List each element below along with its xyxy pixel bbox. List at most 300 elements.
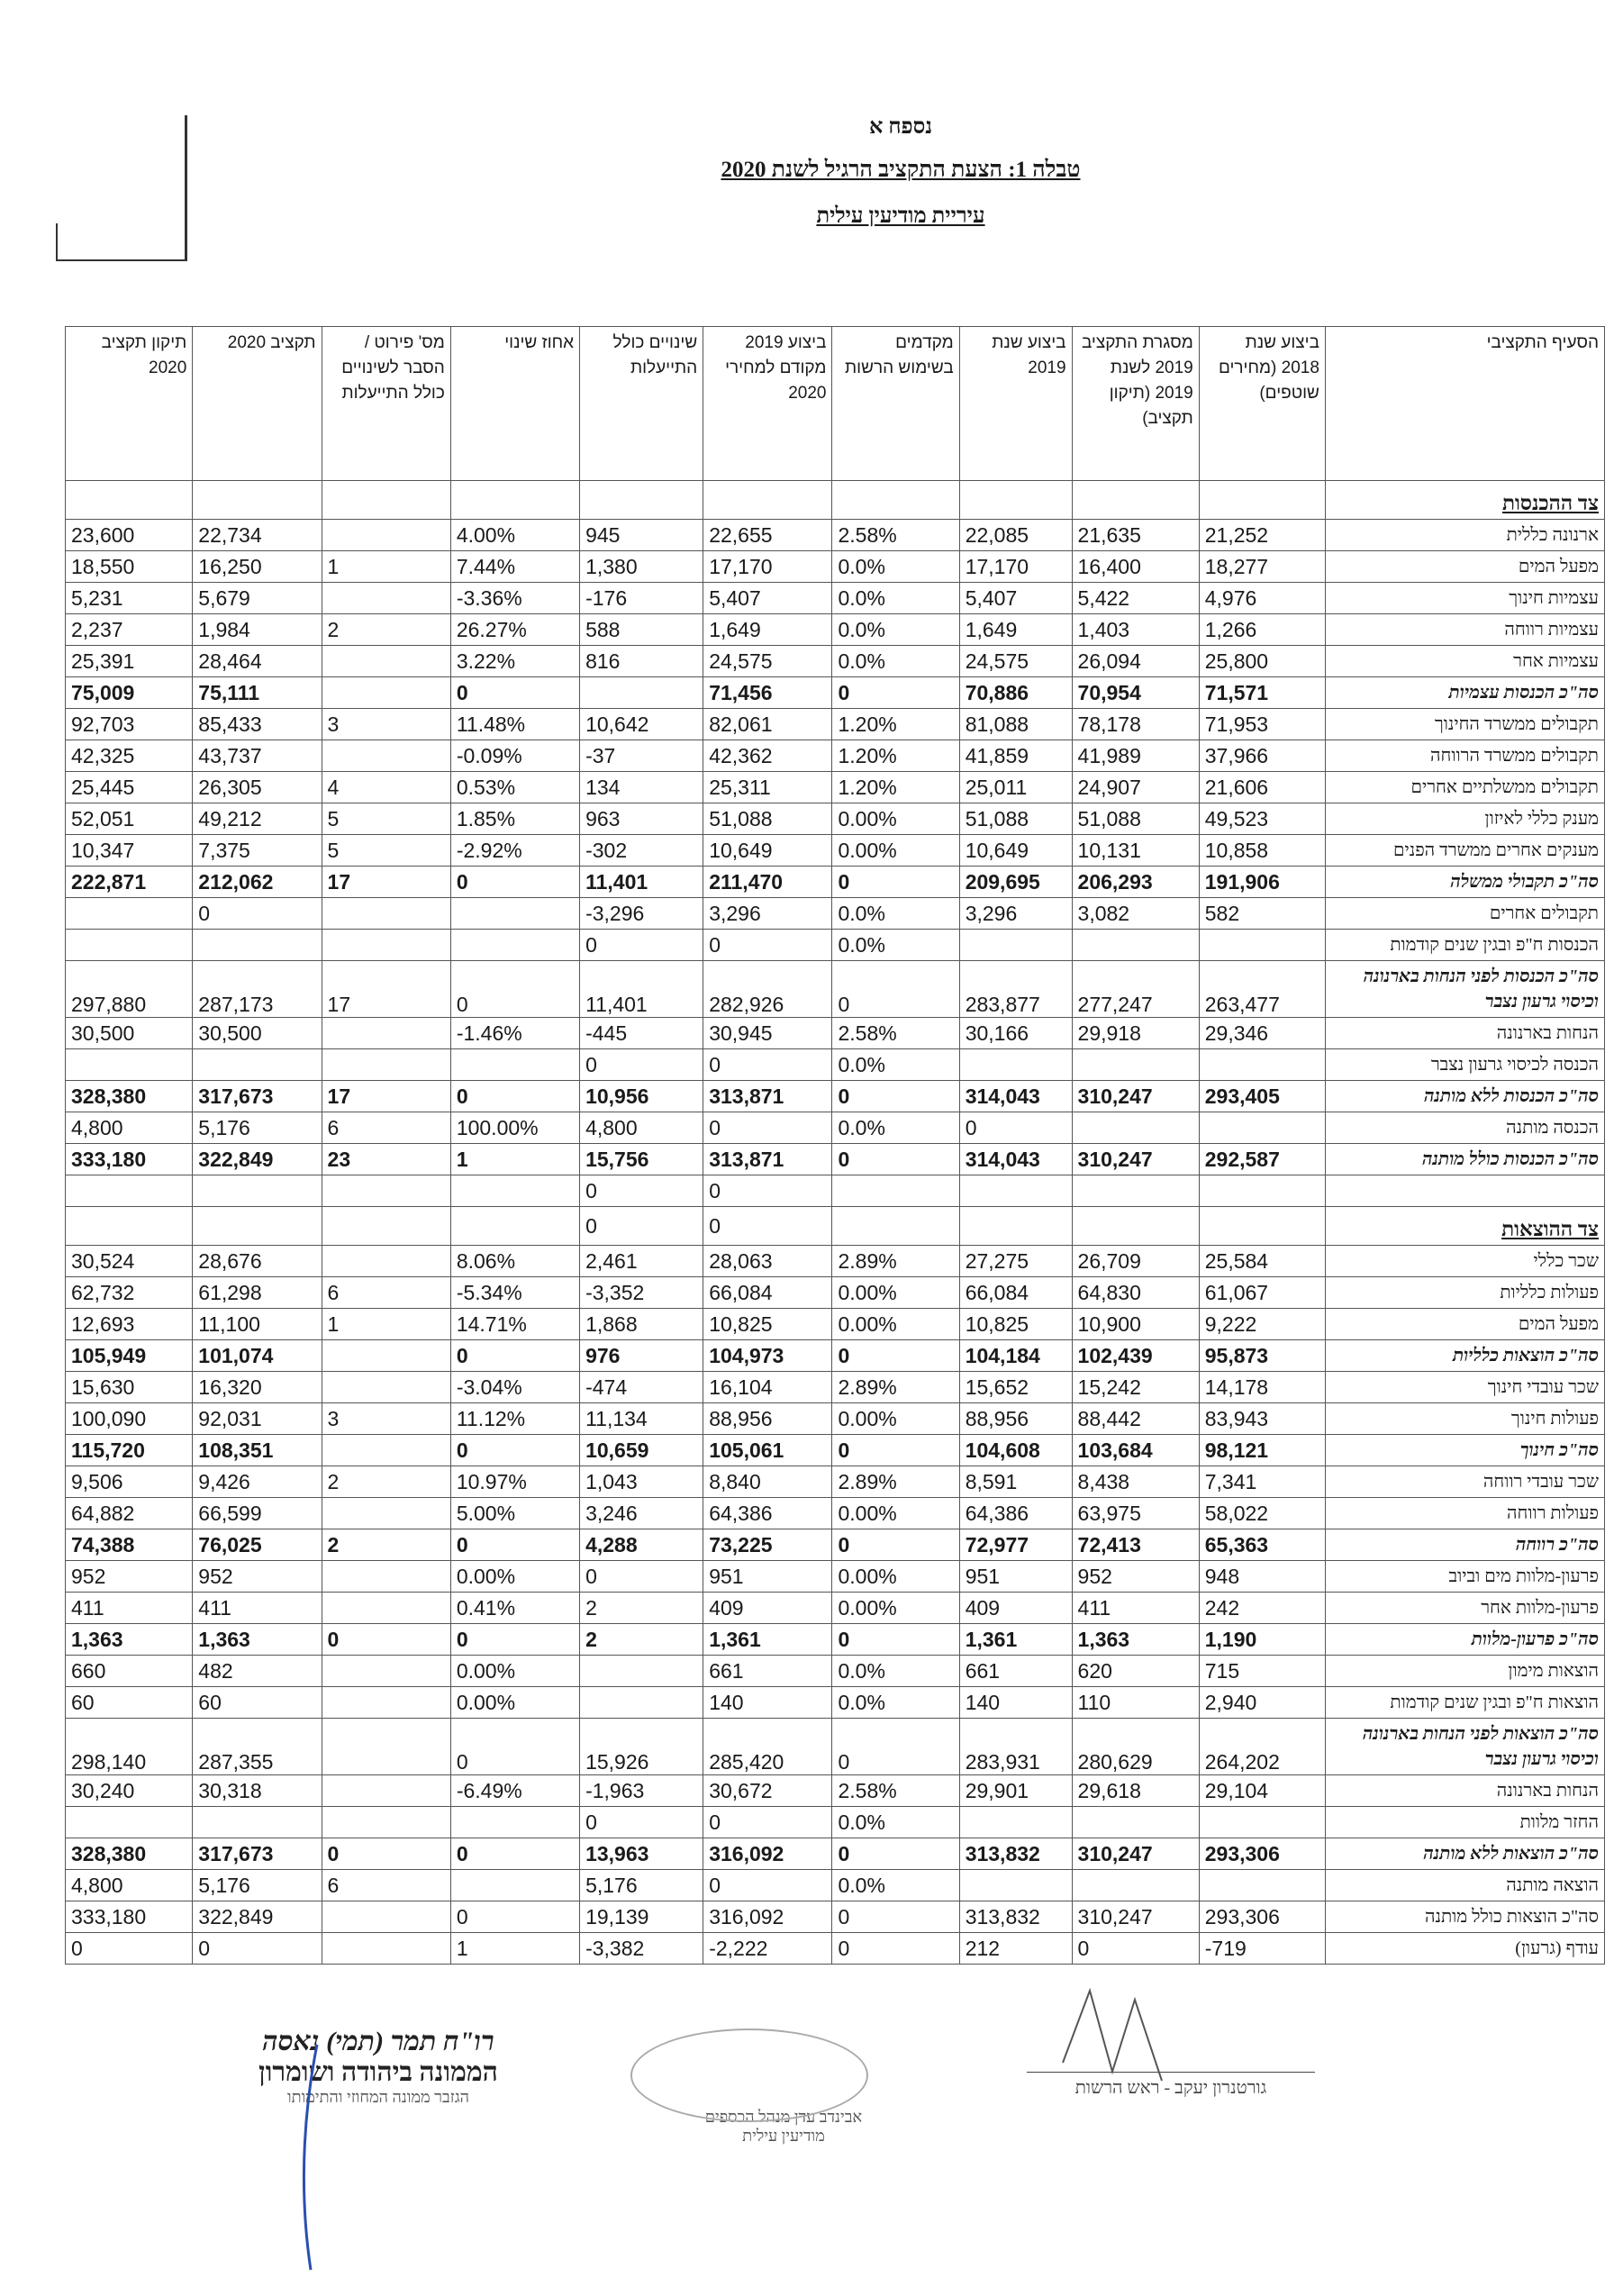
cell-value: 5,176 <box>580 1870 703 1901</box>
section-row <box>66 1207 1605 1246</box>
cell-value <box>322 898 450 930</box>
cell-value: 105,949 <box>66 1340 193 1372</box>
cell-value: 16,400 <box>1072 551 1199 583</box>
stamp-oval <box>630 2028 868 2122</box>
cell-value: 0.00% <box>832 1403 959 1435</box>
section-row <box>66 481 1605 520</box>
table-row <box>66 1277 1605 1309</box>
cell-value: -3,296 <box>580 898 703 930</box>
cell-value: 0 <box>450 677 579 709</box>
cell-value: 88,956 <box>959 1403 1072 1435</box>
cell-value: 49,523 <box>1199 803 1325 835</box>
cell-value: 26.27% <box>450 614 579 646</box>
cell-value: 333,180 <box>66 1144 193 1175</box>
cell-value: 28,676 <box>193 1246 322 1277</box>
cell-value <box>580 1687 703 1719</box>
cell-value: 292,587 <box>1199 1144 1325 1175</box>
cell-value: 328,380 <box>66 1081 193 1112</box>
cell-value: 42,325 <box>66 740 193 772</box>
cell-value: 30,672 <box>703 1775 832 1807</box>
table-row <box>66 551 1605 583</box>
cell-value <box>322 1175 450 1207</box>
cell-value: 22,655 <box>703 520 832 551</box>
cell-value: 101,074 <box>193 1340 322 1372</box>
row-label: פעולות כלליות <box>1325 1277 1604 1309</box>
table-row <box>66 520 1605 551</box>
cell-value <box>1072 1870 1199 1901</box>
row-label: סה"כ הכנסות לפני הנחות בארנונה וכיסוי גרעון נצבר <box>1325 961 1604 1018</box>
cell-value: 1 <box>450 1144 579 1175</box>
cell-value: 1 <box>450 1933 579 1965</box>
total-row <box>66 1529 1605 1561</box>
cell-value: 409 <box>703 1593 832 1624</box>
cell-value: 661 <box>959 1656 1072 1687</box>
cell-value: 310,247 <box>1072 1144 1199 1175</box>
cell-value: -6.49% <box>450 1775 579 1807</box>
cell-value: 17 <box>322 1081 450 1112</box>
cell-value: 7,375 <box>193 835 322 867</box>
cell-value: 0.00% <box>450 1561 579 1593</box>
cell-value: 88,956 <box>703 1403 832 1435</box>
cell-value: 285,420 <box>703 1719 832 1775</box>
cell-value: 23 <box>322 1144 450 1175</box>
cell-value <box>703 481 832 520</box>
cell-value: 0 <box>832 961 959 1018</box>
cell-value: 25,445 <box>66 772 193 803</box>
cell-value: 64,830 <box>1072 1277 1199 1309</box>
cell-value: 72,977 <box>959 1529 1072 1561</box>
cell-value: 29,918 <box>1072 1018 1199 1049</box>
cell-value <box>322 583 450 614</box>
cell-value <box>322 1372 450 1403</box>
cell-value: 5,422 <box>1072 583 1199 614</box>
cell-value: 14.71% <box>450 1309 579 1340</box>
cell-value: 0.41% <box>450 1593 579 1624</box>
cell-value: 29,901 <box>959 1775 1072 1807</box>
cell-value: 25,584 <box>1199 1246 1325 1277</box>
cell-value <box>193 1807 322 1838</box>
cell-value: 11,401 <box>580 961 703 1018</box>
cell-value: 10,825 <box>959 1309 1072 1340</box>
table-row <box>66 1870 1605 1901</box>
cell-value: 18,277 <box>1199 551 1325 583</box>
cell-value <box>193 1049 322 1081</box>
row-label: צד ההכנסות <box>1325 481 1604 520</box>
cell-value: 0 <box>580 930 703 961</box>
cell-value: 0.0% <box>832 1112 959 1144</box>
cell-value: 322,849 <box>193 1901 322 1933</box>
cell-value: 212 <box>959 1933 1072 1965</box>
cell-value: 0 <box>832 1901 959 1933</box>
cell-value <box>1199 1807 1325 1838</box>
cell-value: 816 <box>580 646 703 677</box>
cell-value <box>959 481 1072 520</box>
column-header-7: אחוז שינוי <box>450 327 579 481</box>
cell-value: 952 <box>1072 1561 1199 1593</box>
cell-value: 70,954 <box>1072 677 1199 709</box>
cell-value: 10,649 <box>959 835 1072 867</box>
cell-value: 0 <box>193 898 322 930</box>
cell-value: 263,477 <box>1199 961 1325 1018</box>
table-row <box>66 1403 1605 1435</box>
cell-value: 73,225 <box>703 1529 832 1561</box>
cell-value: 15,652 <box>959 1372 1072 1403</box>
cell-value <box>322 1435 450 1466</box>
cell-value: 660 <box>66 1656 193 1687</box>
cell-value <box>66 930 193 961</box>
cell-value: 62,732 <box>66 1277 193 1309</box>
cell-value <box>322 1207 450 1246</box>
row-label: החזר מלוות <box>1325 1807 1604 1838</box>
cell-value: 10,659 <box>580 1435 703 1466</box>
cell-value: 22,085 <box>959 520 1072 551</box>
cell-value: 715 <box>1199 1656 1325 1687</box>
cell-value: 280,629 <box>1072 1719 1199 1775</box>
cell-value <box>322 930 450 961</box>
cell-value: 5,231 <box>66 583 193 614</box>
cell-value: -5.34% <box>450 1277 579 1309</box>
cell-value: 0.0% <box>832 1870 959 1901</box>
cell-value: 108,351 <box>193 1435 322 1466</box>
total-row <box>66 1340 1605 1372</box>
cell-value: 88,442 <box>1072 1403 1199 1435</box>
cell-value: 4,800 <box>580 1112 703 1144</box>
cell-value: -3,382 <box>580 1933 703 1965</box>
cell-value <box>322 481 450 520</box>
cell-value <box>322 1049 450 1081</box>
cell-value <box>1199 1207 1325 1246</box>
cell-value: 310,247 <box>1072 1901 1199 1933</box>
row-label: סה"כ הכנסות כולל מותנה <box>1325 1144 1604 1175</box>
cell-value: 0 <box>703 1112 832 1144</box>
cell-value: 0 <box>703 1207 832 1246</box>
cell-value <box>322 1807 450 1838</box>
cell-value: 58,022 <box>1199 1498 1325 1529</box>
cell-value: 209,695 <box>959 867 1072 898</box>
table-title: טבלה 1: הצעת התקציב הרגיל לשנת 2020 <box>721 158 1081 182</box>
cell-value: 1.20% <box>832 709 959 740</box>
cell-value: 95,873 <box>1199 1340 1325 1372</box>
row-label: ארנונה כללית <box>1325 520 1604 551</box>
cell-value: 287,173 <box>193 961 322 1018</box>
cell-value: 3,296 <box>959 898 1072 930</box>
row-label: סה"כ פרעון-מלוות <box>1325 1624 1604 1656</box>
cell-value <box>66 898 193 930</box>
cell-value: 29,346 <box>1199 1018 1325 1049</box>
cell-value: 0 <box>193 1933 322 1965</box>
cell-value: 49,212 <box>193 803 322 835</box>
cell-value: 482 <box>193 1656 322 1687</box>
cell-value: 65,363 <box>1199 1529 1325 1561</box>
cell-value: 0 <box>1072 1933 1199 1965</box>
table-row <box>66 898 1605 930</box>
cell-value: 277,247 <box>1072 961 1199 1018</box>
cell-value: 2.58% <box>832 1018 959 1049</box>
row-label: סה"כ חינוך <box>1325 1435 1604 1466</box>
cell-value: 100.00% <box>450 1112 579 1144</box>
cell-value: 1,190 <box>1199 1624 1325 1656</box>
cell-value <box>322 1593 450 1624</box>
cell-value: 12,693 <box>66 1309 193 1340</box>
cell-value: 0 <box>450 867 579 898</box>
cell-value: 0 <box>580 1049 703 1081</box>
table-row <box>66 1561 1605 1593</box>
cell-value: 0 <box>703 1870 832 1901</box>
cell-value: 2.89% <box>832 1466 959 1498</box>
cell-value: 43,737 <box>193 740 322 772</box>
cell-value: 23,600 <box>66 520 193 551</box>
cell-value: 72,413 <box>1072 1529 1199 1561</box>
cell-value <box>450 930 579 961</box>
cell-value: 51,088 <box>959 803 1072 835</box>
cell-value: 9,222 <box>1199 1309 1325 1340</box>
cell-value: -2.92% <box>450 835 579 867</box>
cell-value <box>832 1207 959 1246</box>
cell-value: 3 <box>322 1403 450 1435</box>
cell-value <box>1199 481 1325 520</box>
cell-value <box>450 1807 579 1838</box>
cell-value <box>322 1246 450 1277</box>
table-row <box>66 1901 1605 1933</box>
cell-value: 0 <box>450 1529 579 1561</box>
row-label: הוצאות ח"פ ובגין שנים קודמות <box>1325 1687 1604 1719</box>
cell-value: 25,391 <box>66 646 193 677</box>
cell-value: 21,606 <box>1199 772 1325 803</box>
cell-value: 70,886 <box>959 677 1072 709</box>
cell-value: 25,011 <box>959 772 1072 803</box>
table-row <box>66 1112 1605 1144</box>
cell-value <box>1072 481 1199 520</box>
row-label: הוצאה מותנה <box>1325 1870 1604 1901</box>
cell-value <box>322 1933 450 1965</box>
cell-value: 976 <box>580 1340 703 1372</box>
cell-value: 317,673 <box>193 1838 322 1870</box>
cell-value: 2.58% <box>832 520 959 551</box>
cell-value: -1.46% <box>450 1018 579 1049</box>
cell-value: 191,906 <box>1199 867 1325 898</box>
cell-value: 103,684 <box>1072 1435 1199 1466</box>
cell-value: 21,635 <box>1072 520 1199 551</box>
table-row <box>66 835 1605 867</box>
cell-value: 42,362 <box>703 740 832 772</box>
cell-value: 6 <box>322 1112 450 1144</box>
cell-value: 1,266 <box>1199 614 1325 646</box>
cell-value <box>450 481 579 520</box>
column-header-3: ביצוע שנת 2019 <box>959 327 1072 481</box>
cell-value: 5,176 <box>193 1112 322 1144</box>
header-bottom-line <box>56 259 187 261</box>
cell-value: 110 <box>1072 1687 1199 1719</box>
cell-value: 2 <box>580 1593 703 1624</box>
cell-value: 951 <box>959 1561 1072 1593</box>
cell-value: 0.0% <box>832 930 959 961</box>
table-row <box>66 1687 1605 1719</box>
total-row <box>66 961 1605 1018</box>
cell-value: 104,608 <box>959 1435 1072 1466</box>
cell-value: 17 <box>322 867 450 898</box>
cell-value: 2 <box>322 1466 450 1498</box>
row-label: סה"כ רווחה <box>1325 1529 1604 1561</box>
total-row <box>66 1144 1605 1175</box>
cell-value: 333,180 <box>66 1901 193 1933</box>
cell-value: 28,063 <box>703 1246 832 1277</box>
cell-value: 314,043 <box>959 1081 1072 1112</box>
cell-value: 7.44% <box>450 551 579 583</box>
table-row <box>66 583 1605 614</box>
cell-value: 4,800 <box>66 1112 193 1144</box>
cell-value: 1,403 <box>1072 614 1199 646</box>
row-label: הוצאות מימון <box>1325 1656 1604 1687</box>
cell-value: 310,247 <box>1072 1838 1199 1870</box>
cell-value <box>1072 1175 1199 1207</box>
cell-value: 409 <box>959 1593 1072 1624</box>
cell-value: 0 <box>703 1807 832 1838</box>
document-titles <box>189 115 1612 229</box>
cell-value: 1,043 <box>580 1466 703 1498</box>
cell-value: -302 <box>580 835 703 867</box>
cell-value: 63,975 <box>1072 1498 1199 1529</box>
cell-value: 140 <box>703 1687 832 1719</box>
cell-value: 0 <box>322 1838 450 1870</box>
cell-value: 115,720 <box>66 1435 193 1466</box>
cell-value <box>450 898 579 930</box>
cell-value: 19,139 <box>580 1901 703 1933</box>
table-row <box>66 740 1605 772</box>
cell-value: 1,380 <box>580 551 703 583</box>
cell-value: 283,931 <box>959 1719 1072 1775</box>
cell-value: 140 <box>959 1687 1072 1719</box>
cell-value: 5 <box>322 803 450 835</box>
cell-value: 85,433 <box>193 709 322 740</box>
cell-value: 1,649 <box>959 614 1072 646</box>
cell-value: 98,121 <box>1199 1435 1325 1466</box>
cell-value: 411 <box>193 1593 322 1624</box>
cell-value: 0 <box>450 1081 579 1112</box>
treasurer-subtitle: הגזבר ממונה המחוזי והתימותו <box>286 2088 470 2106</box>
cell-value: 26,305 <box>193 772 322 803</box>
row-label: עצמיות רווחה <box>1325 614 1604 646</box>
cell-value: 316,092 <box>703 1838 832 1870</box>
cell-value: 282,926 <box>703 961 832 1018</box>
cell-value: 27,275 <box>959 1246 1072 1277</box>
cell-value <box>1072 1207 1199 1246</box>
cell-value: 100,090 <box>66 1403 193 1435</box>
cell-value <box>322 1498 450 1529</box>
cell-value: 948 <box>1199 1561 1325 1593</box>
cell-value: 104,184 <box>959 1340 1072 1372</box>
row-label: צד ההוצאות <box>1325 1207 1604 1246</box>
column-header-6: שינויים כולל התייעלות <box>580 327 703 481</box>
cell-value <box>193 1207 322 1246</box>
table-row <box>66 1049 1605 1081</box>
cell-value: 61,298 <box>193 1277 322 1309</box>
cell-value <box>959 1807 1072 1838</box>
cell-value: 2.58% <box>832 1775 959 1807</box>
row-label: הכנסות ח"פ ובגין שנים קודמות <box>1325 930 1604 961</box>
cell-value: -0.09% <box>450 740 579 772</box>
cell-value: 0 <box>832 677 959 709</box>
row-label: הנחות בארנונה <box>1325 1775 1604 1807</box>
cell-value: 4 <box>322 772 450 803</box>
cell-value: 0.0% <box>832 898 959 930</box>
row-label: הכנסה מותנה <box>1325 1112 1604 1144</box>
cell-value: 15,756 <box>580 1144 703 1175</box>
cell-value: 10.97% <box>450 1466 579 1498</box>
row-label: סה"כ תקבולי ממשלה <box>1325 867 1604 898</box>
cell-value <box>959 1207 1072 1246</box>
table-row <box>66 1018 1605 1049</box>
cell-value: -1,963 <box>580 1775 703 1807</box>
cell-value: 66,599 <box>193 1498 322 1529</box>
cell-value <box>66 1207 193 1246</box>
cell-value <box>193 481 322 520</box>
cell-value: 134 <box>580 772 703 803</box>
cell-value: 3 <box>322 709 450 740</box>
cell-value: 242 <box>1199 1593 1325 1624</box>
table-row <box>66 1933 1605 1965</box>
cell-value: 60 <box>193 1687 322 1719</box>
cell-value: 310,247 <box>1072 1081 1199 1112</box>
cell-value: 17,170 <box>959 551 1072 583</box>
cell-value: 2 <box>322 1529 450 1561</box>
cell-value: 0.53% <box>450 772 579 803</box>
cell-value: 0 <box>450 1624 579 1656</box>
cell-value: 3,082 <box>1072 898 1199 930</box>
cell-value: 0 <box>703 930 832 961</box>
cell-value: 17 <box>322 961 450 1018</box>
cell-value: 0 <box>450 961 579 1018</box>
total-row <box>66 1719 1605 1775</box>
cell-value: 0.0% <box>832 1656 959 1687</box>
cell-value: 1,868 <box>580 1309 703 1340</box>
cell-value: 0.00% <box>832 1498 959 1529</box>
cell-value: 0.00% <box>832 1277 959 1309</box>
row-label: פעולות חינוך <box>1325 1403 1604 1435</box>
cell-value: 5,679 <box>193 583 322 614</box>
total-row <box>66 1435 1605 1466</box>
cell-value: 313,832 <box>959 1838 1072 1870</box>
row-label: תקבולים ממשרד החינוך <box>1325 709 1604 740</box>
cell-value <box>66 481 193 520</box>
cell-value: 16,250 <box>193 551 322 583</box>
row-label: עצמיות חינוך <box>1325 583 1604 614</box>
cell-value: 293,306 <box>1199 1838 1325 1870</box>
mayor-signature: גורטנרון יעקב - ראש הרשות <box>1027 2072 1315 2099</box>
treasurer-signature <box>216 2027 540 2107</box>
cell-value: 30,500 <box>66 1018 193 1049</box>
cell-value: -3.36% <box>450 583 579 614</box>
cell-value: 29,104 <box>1199 1775 1325 1807</box>
cell-value: 945 <box>580 520 703 551</box>
cell-value: 3.22% <box>450 646 579 677</box>
table-row <box>66 1372 1605 1403</box>
cell-value: 0 <box>832 1529 959 1561</box>
cell-value: 24,907 <box>1072 772 1199 803</box>
cell-value: 0 <box>66 1933 193 1965</box>
cell-value: 0 <box>580 1207 703 1246</box>
cell-value: 10,858 <box>1199 835 1325 867</box>
cell-value: 0 <box>832 1719 959 1775</box>
cell-value: 26,094 <box>1072 646 1199 677</box>
cell-value <box>959 1870 1072 1901</box>
cell-value: 71,571 <box>1199 677 1325 709</box>
table-row <box>66 709 1605 740</box>
cell-value: 64,882 <box>66 1498 193 1529</box>
column-header-9: תקציב 2020 <box>193 327 322 481</box>
table-row <box>66 1175 1605 1207</box>
cell-value: 64,386 <box>959 1498 1072 1529</box>
cell-value: 0 <box>703 1049 832 1081</box>
